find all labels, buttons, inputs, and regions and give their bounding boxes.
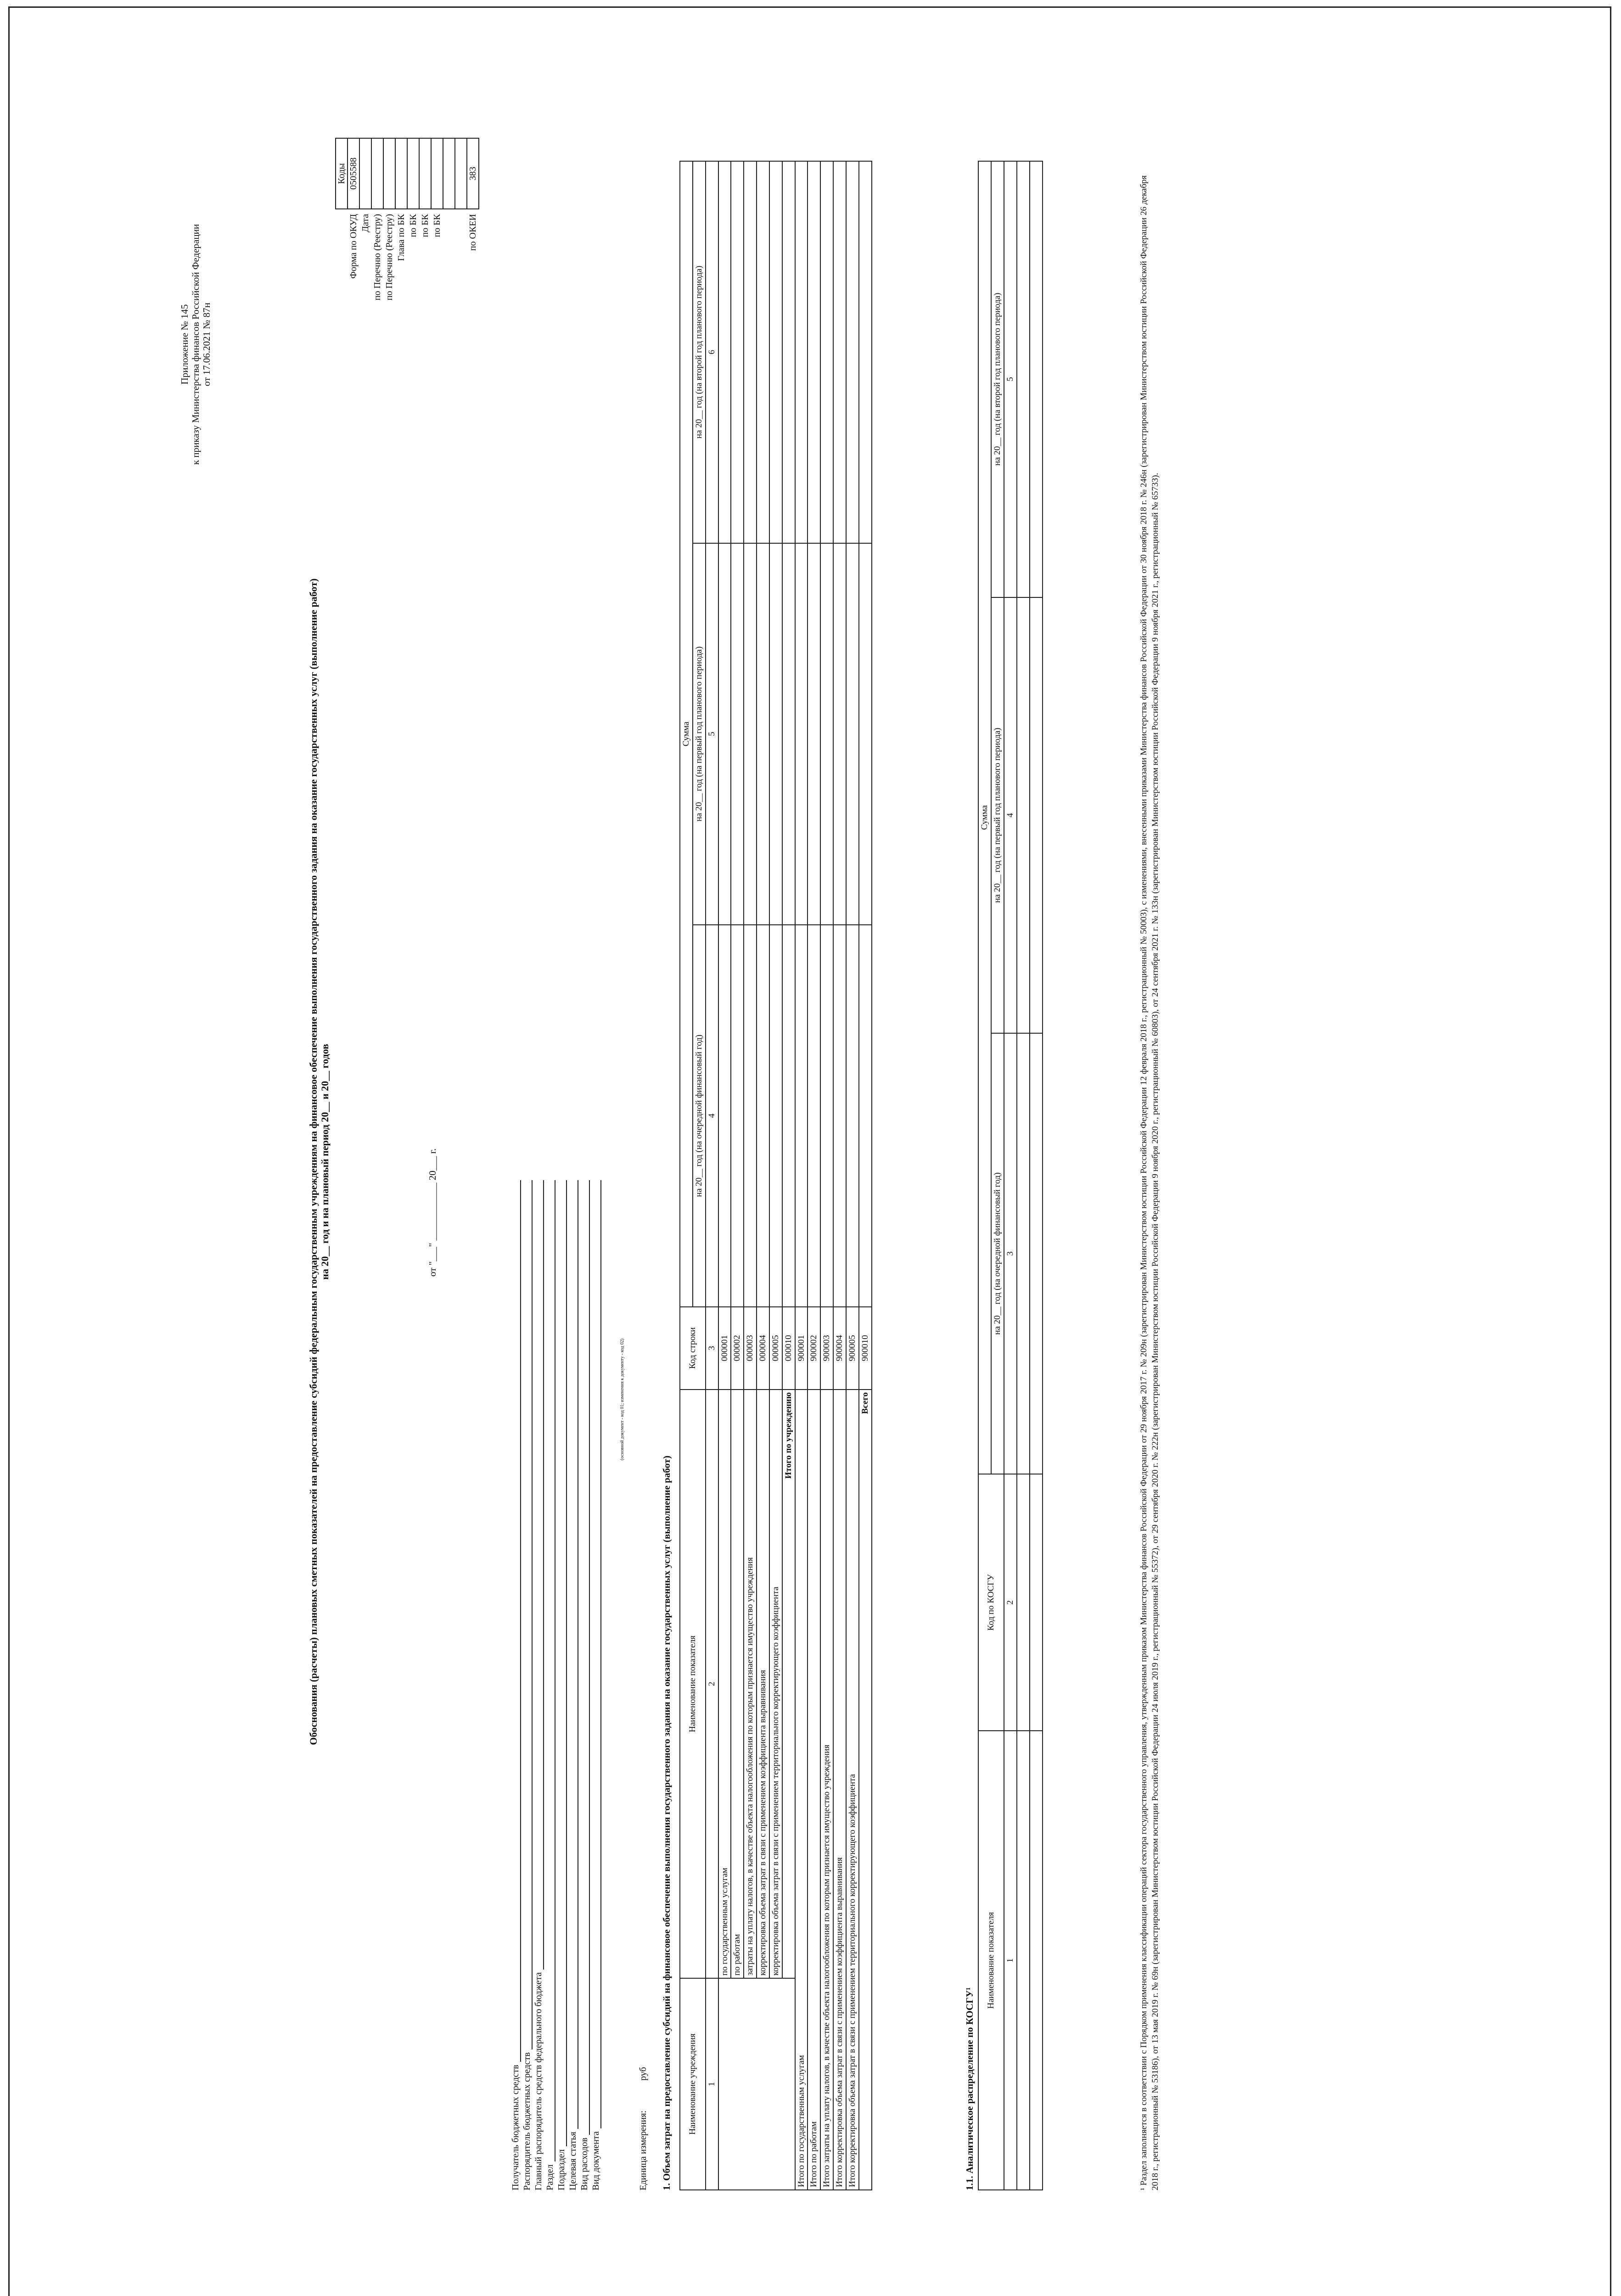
code-label: по ОКЕИ <box>467 214 478 251</box>
code-label: Форма по ОКУД <box>348 214 359 279</box>
code-value[interactable] <box>383 138 395 209</box>
document-title <box>308 83 331 2241</box>
amount-cell[interactable] <box>808 161 820 543</box>
code-label: по БК <box>420 214 430 237</box>
field-target-article[interactable]: Целевая статья <box>567 1180 578 2190</box>
code-value[interactable] <box>359 138 371 209</box>
appendix-header <box>179 138 212 551</box>
row-code: 000002 <box>731 1307 744 1390</box>
subtotal-row <box>782 161 795 2190</box>
row-code: 000003 <box>744 1307 757 1390</box>
appendix-line-2: к приказу Министерства финансов Российской Федерации <box>190 224 202 465</box>
row-code: 900010 <box>859 1307 872 1390</box>
amount-cell[interactable] <box>859 161 872 543</box>
code-value[interactable] <box>455 138 467 209</box>
table-row <box>846 161 859 2190</box>
amount-cell[interactable] <box>808 543 820 925</box>
field-manager[interactable]: Распорядитель бюджетных средств <box>521 1180 533 2190</box>
code-value[interactable] <box>371 138 383 209</box>
col-number: 1 <box>706 1978 718 2190</box>
row-code: 000004 <box>757 1307 769 1390</box>
amount-cell[interactable] <box>718 925 731 1307</box>
footnote: ¹ Раздел заполняется в соответствии с Порядком применения классификации операций сектора государственного управления, утвержденным приказом Министерства финансов Российской Федерации от 29 ноября 2017 г. № 209н (зарегистрирован Министерством юстиции Российской Федерации 12 февраля 2018 г., регистрационный № 50003), с изменениями, внесенными приказами Министерства финансов Российской Федерации от 30 ноября 2018 г. № 246н (зарегистрирован Министерством юстиции Российской Федерации 26 декабря 2018 г., регистрационный № 53186), от 13 мая 2019 г. № 69н (зарегистрирован Министерством юстиции Российской Федерации 24 июля 2019 г., регистрационный № 55372), от 29 сентября 2020 г. № 222н (зарегистрирован Министерством юстиции Российской Федерации 9 ноября 2020 г., регистрационный № 60803), от 24 сентября 2021 г. № 133н (зарегистрирован Министерством юстиции Российской Федерации 9 ноября 2021 г., регистрационный № 65733). <box>1139 175 1160 2190</box>
code-label: Глава по БК <box>396 214 406 261</box>
code-value[interactable]: 0505588 <box>348 138 359 209</box>
unit-of-measure <box>638 2067 649 2190</box>
amount-cell[interactable] <box>782 543 795 925</box>
table-row <box>820 161 833 2190</box>
table-cell[interactable] <box>1030 1731 1043 2190</box>
amount-cell[interactable] <box>820 543 833 925</box>
amount-cell[interactable] <box>731 161 744 543</box>
unit-value: руб <box>638 2067 648 2081</box>
field-document-type[interactable]: Вид документа <box>590 1180 601 2190</box>
amount-cell[interactable] <box>846 925 859 1307</box>
total-name: Итого по работам <box>808 1390 820 2190</box>
field-recipient[interactable]: Получатель бюджетных средств <box>510 1180 521 2190</box>
table-row <box>795 161 808 2190</box>
header-year-1: на 20__ год (на очередной финансовый год) <box>693 925 706 1307</box>
amount-cell[interactable] <box>859 925 872 1307</box>
col-number: 2 <box>1004 1474 1017 1731</box>
table-cell[interactable] <box>1017 1474 1030 1731</box>
table-row <box>808 161 820 2190</box>
section-1-1-table <box>978 161 1043 2190</box>
table-cell[interactable] <box>1030 1033 1043 1474</box>
col-number: 4 <box>1004 597 1017 1034</box>
total-name: Итого корректировка объема затрат в связи с применением коэффициента выравнивания <box>833 1390 846 2190</box>
header-year-2: на 20__ год (на первый год планового периода) <box>991 597 1004 1034</box>
row-code: 900003 <box>820 1307 833 1390</box>
table-row <box>744 161 757 2190</box>
col-number: 4 <box>706 925 718 1307</box>
code-label: по БК <box>408 214 418 237</box>
row-code: 900005 <box>846 1307 859 1390</box>
row-code: 900004 <box>833 1307 846 1390</box>
row-code: 000001 <box>718 1307 731 1390</box>
header-kosgu: Код по КОСГУ <box>978 1474 1004 1731</box>
table-cell[interactable] <box>1030 597 1043 1034</box>
amount-cell[interactable] <box>731 543 744 925</box>
table-cell[interactable] <box>1017 1033 1030 1474</box>
code-label: по Перечню (Реестру) <box>384 214 394 301</box>
table-cell[interactable] <box>1017 597 1030 1034</box>
total-name: Итого по государственным услугам <box>795 1390 808 2190</box>
header-fields <box>510 1180 601 2190</box>
table-cell[interactable] <box>1017 1731 1030 2190</box>
header-row-code: Код строки <box>680 1307 706 1390</box>
col-number: 3 <box>706 1307 718 1390</box>
field-expense-type[interactable]: Вид расходов <box>578 1180 590 2190</box>
table-row <box>1017 161 1030 2190</box>
total-name: Итого затраты на уплату налогов, в качестве объекта налогообложения по которым признается имущество учреждения <box>820 1390 833 2190</box>
field-section[interactable]: Раздел <box>544 1180 555 2190</box>
indicator-name: по работам <box>731 1390 744 1978</box>
header-indicator: Наименование показателя <box>680 1390 706 1978</box>
field-chief-manager[interactable]: Главный распорядитель средств федерального бюджета <box>533 1180 544 2190</box>
amount-cell[interactable] <box>757 543 769 925</box>
code-value[interactable] <box>443 138 455 209</box>
section-1-table <box>679 161 872 2190</box>
codes-table <box>335 138 479 303</box>
code-value[interactable] <box>407 138 419 209</box>
row-code: 000010 <box>782 1307 795 1390</box>
amount-cell[interactable] <box>769 543 782 925</box>
indicator-name: корректировка объема затрат в связи с применением территориального корректирующего коэффициента <box>769 1390 782 1978</box>
table-cell[interactable] <box>1030 161 1043 597</box>
amount-cell[interactable] <box>718 161 731 543</box>
amount-cell[interactable] <box>757 161 769 543</box>
amount-cell[interactable] <box>744 543 757 925</box>
code-value[interactable] <box>395 138 407 209</box>
amount-cell[interactable] <box>769 161 782 543</box>
col-number: 5 <box>706 543 718 925</box>
amount-cell[interactable] <box>769 925 782 1307</box>
amount-cell[interactable] <box>846 543 859 925</box>
amount-cell[interactable] <box>757 925 769 1307</box>
table-row <box>1030 161 1043 2190</box>
section-1-title: 1. Объем затрат на предоставление субсидий на финансовое обеспечение выполнения государственного задания на оказание государственных услуг (выполнение работ) <box>661 1455 672 2190</box>
col-number: 2 <box>706 1390 718 1978</box>
header-sum: Сумма <box>680 161 693 1307</box>
header-institution: Наименование учреждения <box>680 1978 706 2190</box>
row-code: 900002 <box>808 1307 820 1390</box>
appendix-line-1: Приложение № 145 <box>179 304 190 385</box>
unit-label: Единица измерения: <box>638 2110 648 2190</box>
table-row <box>731 161 744 2190</box>
title-line-1: Обоснования (расчеты) плановых сметных показателей на предоставление субсидий федеральным государственным учреждениям на финансовое обеспечение выполнения государственного задания на оказание государственных услуг (выполнение работ) <box>308 578 319 1745</box>
document-type-note: (основной документ - код 01; изменения к документу - код 02) <box>620 1339 625 1460</box>
title-line-2: на 20__ год и на плановый период 20__ и 20__ годов <box>319 1044 331 1280</box>
amount-cell[interactable] <box>833 543 846 925</box>
total-name: Итого корректировка объема затрат в связи с применением территориального корректирующего коэффициента <box>846 1390 859 2190</box>
header-year-1: на 20__ год (на очередной финансовый год) <box>991 1033 1004 1474</box>
indicator-name: корректировка объема затрат в связи с применением коэффициента выравнивания <box>757 1390 769 1978</box>
row-code: 000005 <box>769 1307 782 1390</box>
table-cell[interactable] <box>1030 1474 1043 1731</box>
appendix-line-3: от 17.06.2021 № 87н <box>201 303 213 386</box>
header-sum: Сумма <box>978 161 991 1474</box>
table-row <box>718 161 731 2190</box>
header-year-3: на 20__ год (на второй год планового периода) <box>693 161 706 543</box>
amount-cell[interactable] <box>744 925 757 1307</box>
institution-cell[interactable] <box>718 1978 795 2190</box>
amount-cell[interactable] <box>833 925 846 1307</box>
amount-cell[interactable] <box>808 925 820 1307</box>
indicator-name: затраты на уплату налогов, в качестве объекта налогообложения по которым признается имущество учреждения <box>744 1390 757 1978</box>
amount-cell[interactable] <box>846 161 859 543</box>
amount-cell[interactable] <box>833 161 846 543</box>
col-number: 1 <box>1004 1731 1017 2190</box>
amount-cell[interactable] <box>731 925 744 1307</box>
code-value[interactable]: 383 <box>467 138 479 209</box>
code-label <box>455 209 467 303</box>
amount-cell[interactable] <box>820 161 833 543</box>
amount-cell[interactable] <box>820 925 833 1307</box>
code-label: по Перечню (Реестру) <box>372 214 382 301</box>
amount-cell[interactable] <box>782 161 795 543</box>
amount-cell[interactable] <box>859 543 872 925</box>
section-1-1-title: 1.1. Аналитическое распределение по КОСГУ¹ <box>964 1987 975 2190</box>
date-line: от "___" ____________ 20___ г. <box>427 1148 438 1277</box>
subtotal-label: Итого по учреждению <box>782 1390 795 1978</box>
amount-cell[interactable] <box>795 925 808 1307</box>
rotated-document <box>115 83 1561 2241</box>
table-cell[interactable] <box>1017 161 1030 597</box>
header-year-2: на 20__ год (на первый год планового периода) <box>693 543 706 925</box>
code-value[interactable] <box>419 138 431 209</box>
amount-cell[interactable] <box>795 161 808 543</box>
grand-total-label: Всего <box>859 1390 872 2190</box>
header-year-3: на 20__ год (на второй год планового периода) <box>991 161 1004 597</box>
col-number: 5 <box>1004 161 1017 597</box>
header-indicator: Наименование показателя <box>978 1731 1004 2190</box>
code-value[interactable] <box>431 138 443 209</box>
table-row <box>833 161 846 2190</box>
code-label: по БК <box>432 214 442 237</box>
indicator-name: по государственным услугам <box>718 1390 731 1978</box>
amount-cell[interactable] <box>782 925 795 1307</box>
row-code: 900001 <box>795 1307 808 1390</box>
table-row <box>769 161 782 2190</box>
amount-cell[interactable] <box>718 543 731 925</box>
code-label: Дата <box>360 214 370 232</box>
codes-header: Коды <box>336 138 348 209</box>
col-number: 3 <box>1004 1033 1017 1474</box>
amount-cell[interactable] <box>744 161 757 543</box>
table-row <box>757 161 769 2190</box>
field-subsection[interactable]: Подраздел <box>555 1180 567 2190</box>
amount-cell[interactable] <box>795 543 808 925</box>
col-number: 6 <box>706 161 718 543</box>
code-label <box>443 209 455 303</box>
grand-total-row <box>859 161 872 2190</box>
